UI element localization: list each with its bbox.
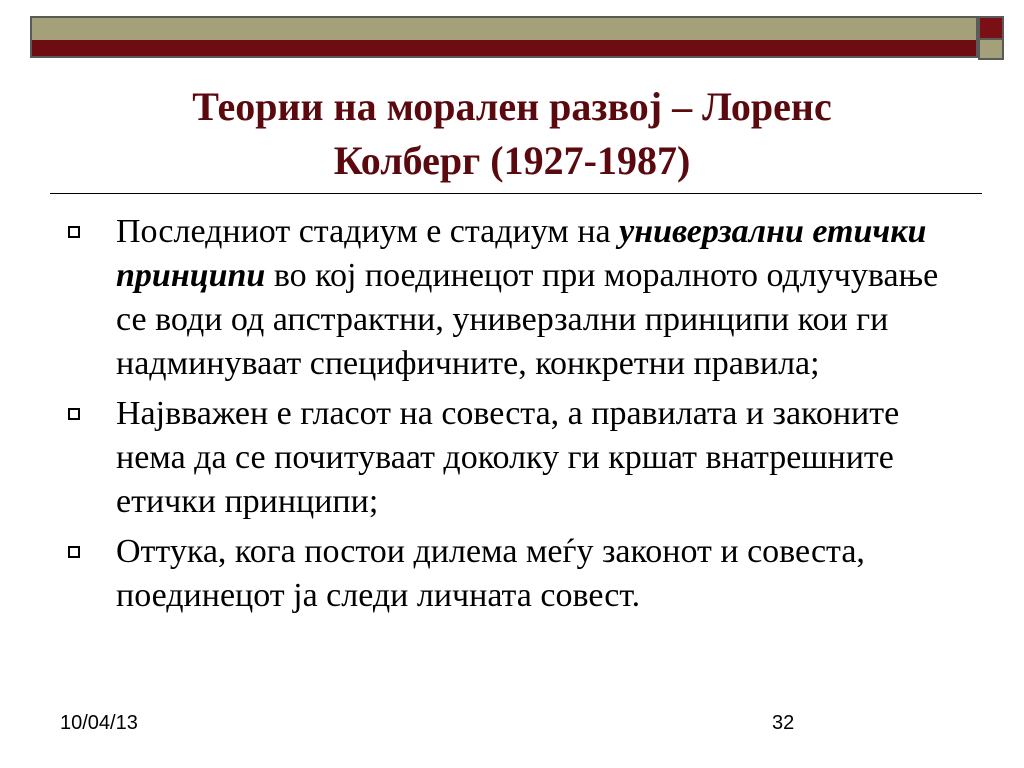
hollow-square-bullet-icon xyxy=(68,546,80,558)
bullet-item xyxy=(60,392,960,524)
slide-title xyxy=(40,80,984,188)
hollow-square-bullet-icon xyxy=(68,226,80,238)
bullet-item xyxy=(60,530,960,618)
slide-number: 32 xyxy=(772,712,795,734)
title-line-1: Теории на морален развој – Лоренс xyxy=(192,84,832,129)
hollow-square-bullet-icon xyxy=(68,408,80,420)
bullet-text: Највважен е гласот на совеста, а правилата и законите нема да се почитуваат доколку ги кршат внатрешните етички принципи; xyxy=(116,395,900,520)
bullet-text: Оттука, кога постои дилема меѓу законот и совеста, поединецот ја следи личната совест. xyxy=(116,533,865,614)
bullet-emphasis: универзални етички принципи xyxy=(116,213,927,294)
bullet-text-pre: Последниот стадиум е стадиум на xyxy=(116,213,620,250)
footer-date: 10/04/13 xyxy=(60,712,138,734)
maroon-band xyxy=(30,40,978,58)
maroon-square xyxy=(978,16,1004,40)
title-divider xyxy=(50,193,982,194)
bullet-text-post: во кој поединецот при моралното одлучување се води од апстрактни, универзални принципи кои ги надминуваат специфичните, конкретни правила; xyxy=(116,257,939,382)
bullet-item xyxy=(60,210,960,386)
bullet-list xyxy=(60,210,960,624)
title-line-2: Колберг (1927-1987) xyxy=(333,138,691,183)
olive-square xyxy=(978,40,1004,60)
header-decoration xyxy=(0,0,1024,64)
olive-band xyxy=(30,16,978,40)
